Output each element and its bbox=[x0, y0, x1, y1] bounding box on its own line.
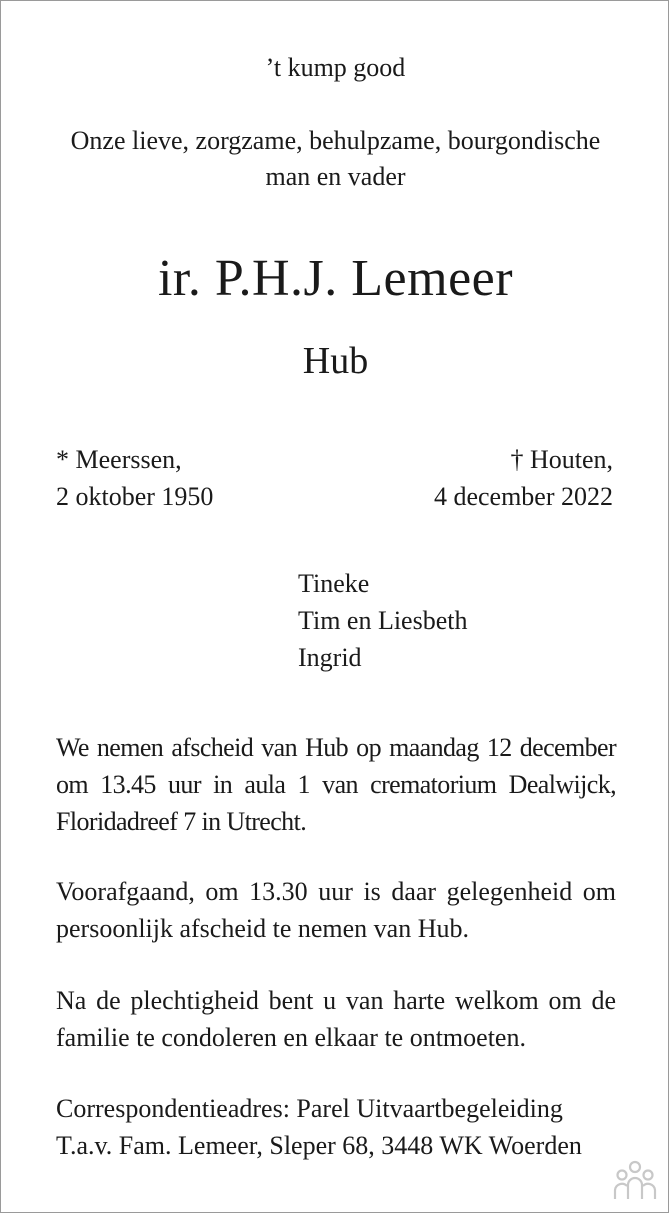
address-line: T.a.v. Fam. Lemeer, Sleper 68, 3448 WK Woerden bbox=[56, 1131, 582, 1160]
death-info bbox=[434, 441, 613, 515]
birth-place: * Meerssen, bbox=[56, 445, 182, 474]
family-member: Ingrid bbox=[298, 643, 362, 672]
birth-info bbox=[56, 441, 213, 515]
family-member: Tineke bbox=[298, 569, 370, 598]
condolence-paragraph: Na de plechtigheid bent u van harte welkom om de familie te condoleren en elkaar te ontmoeten. bbox=[56, 986, 616, 1052]
death-date: 4 december 2022 bbox=[433, 482, 613, 511]
death-place: † Houten, bbox=[510, 445, 613, 474]
nickname: Hub bbox=[302, 340, 369, 382]
birth-date: 2 oktober 1950 bbox=[56, 482, 214, 511]
intro-text: Onze lieve, zorgzame, behulpzame, bourgondische man en vader bbox=[70, 126, 601, 191]
family-member: Tim en Liesbeth bbox=[298, 606, 468, 635]
people-group-icon bbox=[610, 1159, 660, 1201]
motto: ’t kump good bbox=[265, 53, 406, 82]
deceased-name: ir. P.H.J. Lemeer bbox=[157, 250, 514, 307]
address-line: Correspondentieadres: Parel Uitvaartbegeleiding bbox=[56, 1094, 563, 1123]
farewell-paragraph: Voorafgaand, om 13.30 uur is daar gelegenheid om persoonlijk afscheid te nemen van Hub. bbox=[56, 877, 616, 943]
ceremony-paragraph: We nemen afscheid van Hub op maandag 12 december om 13.45 uur in aula 1 van crematorium Dealwijck, Floridadreef 7 in Utrecht. bbox=[56, 733, 616, 836]
correspondence-address bbox=[56, 1090, 582, 1164]
family-list bbox=[298, 565, 467, 676]
